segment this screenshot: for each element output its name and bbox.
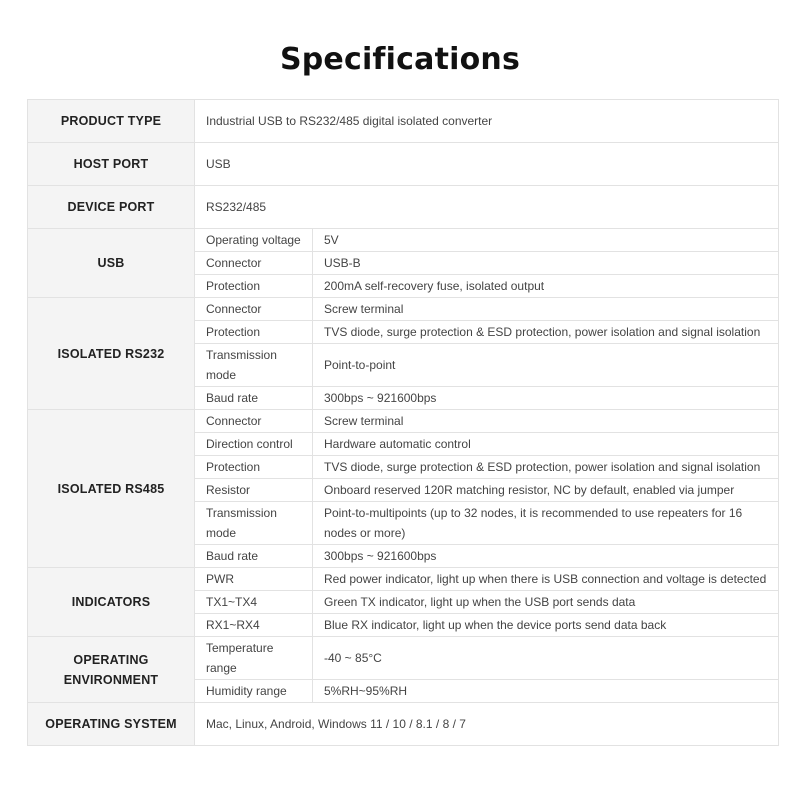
spec-value: Green TX indicator, light up when the USB port sends data <box>313 591 779 614</box>
category-label: HOST PORT <box>28 143 195 186</box>
category-label: OPERATING ENVIRONMENT <box>28 637 195 703</box>
spec-value: USB-B <box>313 252 779 275</box>
page-title: Specifications <box>279 42 521 77</box>
spec-value: USB <box>195 143 779 186</box>
spec-key: Transmission mode <box>195 344 313 387</box>
spec-key: TX1~TX4 <box>195 591 313 614</box>
spec-value: -40 ~ 85°C <box>313 637 779 680</box>
spec-key: Resistor <box>195 479 313 502</box>
spec-value: Point-to-point <box>313 344 779 387</box>
spec-value: TVS diode, surge protection & ESD protection, power isolation and signal isolation <box>313 321 779 344</box>
spec-key: Direction control <box>195 433 313 456</box>
table-row <box>28 703 779 746</box>
spec-value: Onboard reserved 120R matching resistor, NC by default, enabled via jumper <box>313 479 779 502</box>
table-row <box>28 100 779 143</box>
spec-value: 5V <box>313 229 779 252</box>
spec-value: TVS diode, surge protection & ESD protection, power isolation and signal isolation <box>313 456 779 479</box>
table-row <box>28 143 779 186</box>
category-label: OPERATING SYSTEM <box>28 703 195 746</box>
spec-value: 300bps ~ 921600bps <box>313 545 779 568</box>
spec-key: Connector <box>195 298 313 321</box>
spec-key: PWR <box>195 568 313 591</box>
spec-value: 5%RH~95%RH <box>313 680 779 703</box>
spec-value: Screw terminal <box>313 410 779 433</box>
spec-key: Protection <box>195 456 313 479</box>
spec-value: RS232/485 <box>195 186 779 229</box>
category-label: INDICATORS <box>28 568 195 637</box>
category-label: USB <box>28 229 195 298</box>
spec-key: Temperature range <box>195 637 313 680</box>
spec-key: Baud rate <box>195 545 313 568</box>
spec-key: Humidity range <box>195 680 313 703</box>
spec-value: Hardware automatic control <box>313 433 779 456</box>
table-row <box>28 298 779 321</box>
spec-value: Screw terminal <box>313 298 779 321</box>
category-label: ISOLATED RS485 <box>28 410 195 568</box>
table-row <box>28 410 779 433</box>
category-label: DEVICE PORT <box>28 186 195 229</box>
spec-value: 300bps ~ 921600bps <box>313 387 779 410</box>
spec-table <box>27 99 779 746</box>
spec-key: Connector <box>195 410 313 433</box>
spec-key: Protection <box>195 321 313 344</box>
spec-value: Blue RX indicator, light up when the device ports send data back <box>313 614 779 637</box>
spec-key: Operating voltage <box>195 229 313 252</box>
spec-value: 200mA self-recovery fuse, isolated output <box>313 275 779 298</box>
spec-key: Connector <box>195 252 313 275</box>
spec-key: Protection <box>195 275 313 298</box>
category-label: PRODUCT TYPE <box>28 100 195 143</box>
table-row <box>28 229 779 252</box>
spec-value: Mac, Linux, Android, Windows 11 / 10 / 8.1 / 8 / 7 <box>195 703 779 746</box>
spec-value: Industrial USB to RS232/485 digital isolated converter <box>195 100 779 143</box>
category-label: ISOLATED RS232 <box>28 298 195 410</box>
spec-key: Baud rate <box>195 387 313 410</box>
table-row <box>28 568 779 591</box>
spec-value: Red power indicator, light up when there is USB connection and voltage is detected <box>313 568 779 591</box>
table-row <box>28 186 779 229</box>
spec-key: Transmission mode <box>195 502 313 545</box>
spec-value: Point-to-multipoints (up to 32 nodes, it is recommended to use repeaters for 16 nodes or more) <box>313 502 779 545</box>
spec-key: RX1~RX4 <box>195 614 313 637</box>
table-row <box>28 637 779 680</box>
